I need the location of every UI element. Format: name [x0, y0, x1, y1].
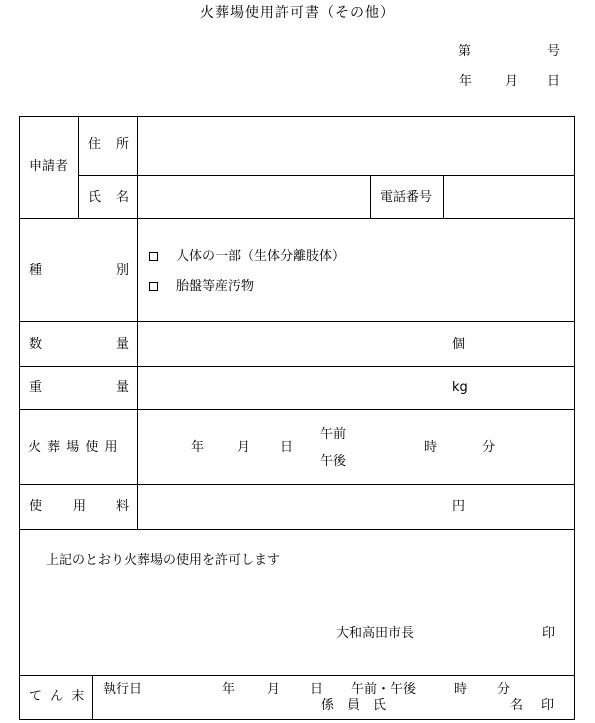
weight-unit: kg [452, 380, 468, 395]
fee-label-3: 料 [116, 499, 130, 514]
weight-label-2: 量 [116, 380, 130, 395]
applicant-label: 申請者 [29, 159, 69, 174]
address-label-2: 所 [116, 137, 130, 152]
address-label-1: 住 [88, 137, 102, 152]
use-minute: 分 [482, 440, 496, 455]
fee-unit: 円 [452, 499, 466, 514]
quantity-unit: 個 [452, 337, 466, 352]
mayor-label: 大和高田市長 [336, 626, 415, 641]
use-am: 午前 [320, 427, 347, 442]
exec-hour: 時 [454, 682, 468, 697]
category-option-placenta: 胎盤等産汚物 [176, 279, 255, 294]
use-hour: 時 [424, 440, 438, 455]
name-label-1: 氏 [88, 190, 102, 205]
exec-month: 月 [267, 682, 281, 697]
staff-seal: 印 [541, 698, 555, 713]
use-day: 日 [280, 440, 294, 455]
fee-label-1: 使 [29, 499, 43, 514]
staff-label: 係 員 氏 [321, 698, 387, 713]
record-label: て ん 末 [29, 689, 87, 704]
date-day: 日 [547, 74, 561, 89]
mayor-seal: 印 [542, 626, 556, 641]
checkbox-body-part[interactable] [149, 252, 158, 261]
exec-date-label: 執行日 [103, 682, 143, 697]
category-label-1: 種 [29, 263, 43, 278]
date-year: 年 [459, 74, 473, 89]
exec-day: 日 [310, 682, 324, 697]
use-pm: 午後 [320, 454, 347, 469]
crematorium-use-label: 火 葬 場 使 用 [28, 440, 119, 455]
permission-text: 上記のとおり火葬場の使用を許可します [46, 553, 281, 568]
document-title: 火葬場使用許可書（その他） [200, 5, 395, 21]
exec-year: 年 [222, 682, 236, 697]
phone-label: 電話番号 [380, 190, 433, 205]
quantity-label-1: 数 [29, 337, 43, 352]
checkbox-placenta[interactable] [149, 282, 158, 291]
date-month: 月 [505, 74, 519, 89]
exec-minute: 分 [497, 682, 511, 697]
exec-am-pm: 午前・午後 [351, 682, 417, 697]
weight-label-1: 重 [29, 380, 43, 395]
category-label-2: 別 [116, 263, 130, 278]
quantity-label-2: 量 [116, 337, 130, 352]
fee-label-2: 用 [73, 499, 87, 514]
name-label-2: 名 [116, 190, 130, 205]
category-option-body-part: 人体の一部（生体分離肢体） [176, 249, 346, 264]
number-suffix: 号 [547, 44, 561, 59]
use-month: 月 [237, 440, 251, 455]
number-prefix: 第 [458, 44, 472, 59]
use-year: 年 [191, 440, 205, 455]
staff-name-label: 名 [510, 698, 524, 713]
